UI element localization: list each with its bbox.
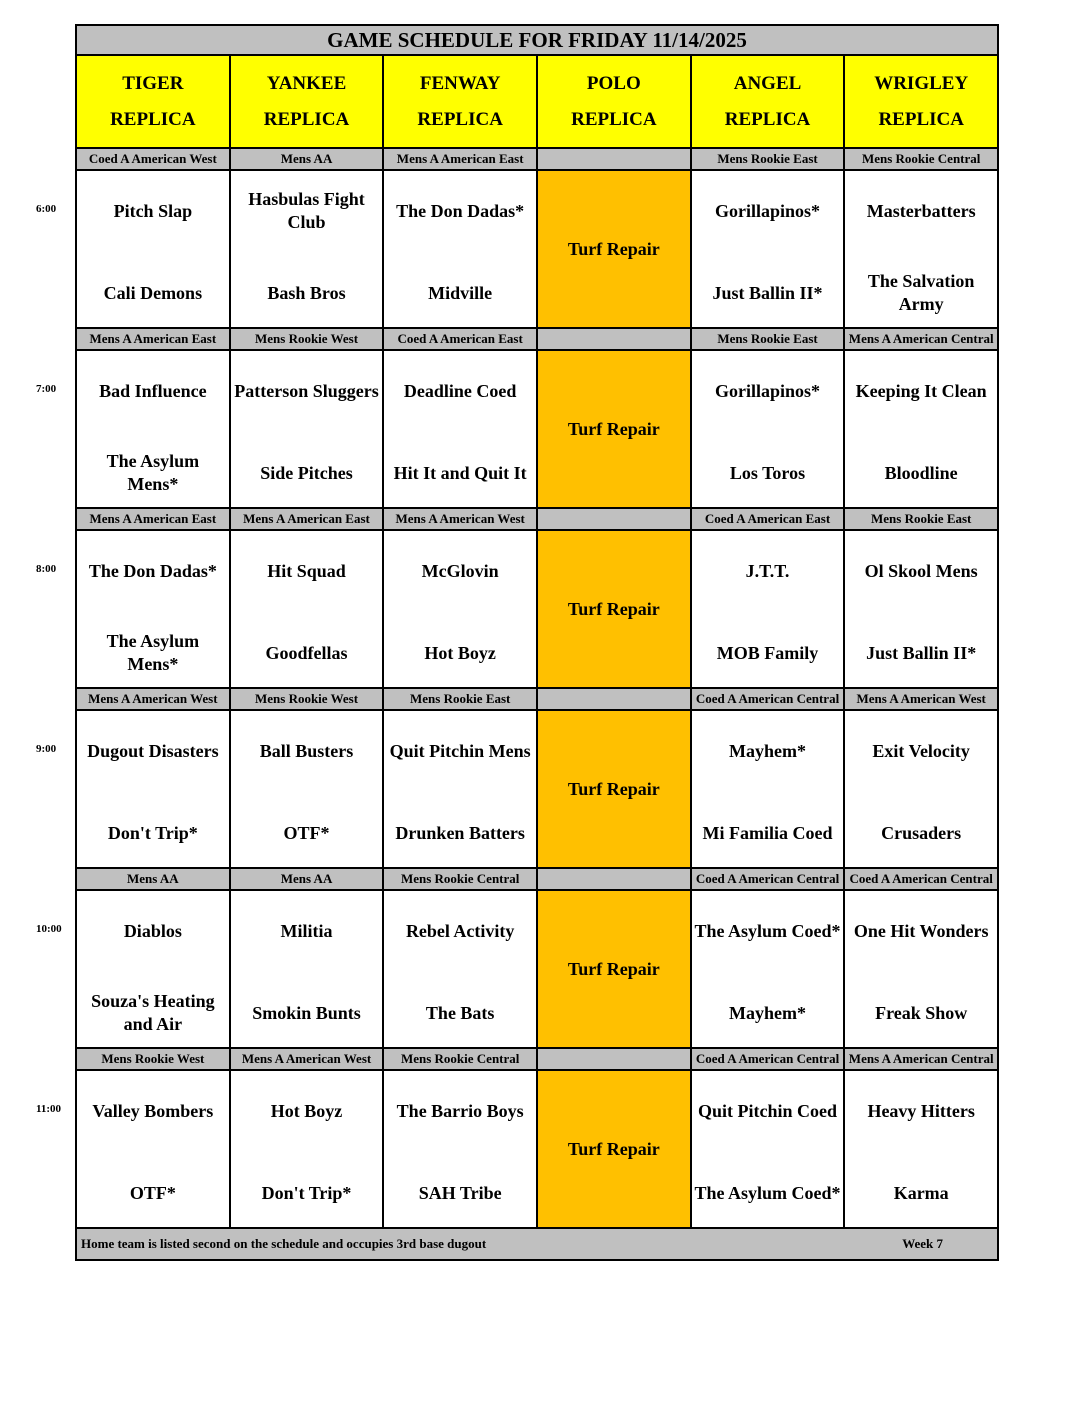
field-header-angel (690, 54, 846, 149)
away-team: Quit Pitchin Coed (698, 1100, 838, 1121)
home-team: Crusaders (881, 822, 962, 843)
field-type: REPLICA (571, 108, 657, 130)
division-label: Mens Rookie East (843, 507, 999, 531)
away-team: Valley Bombers (92, 1100, 214, 1121)
home-team: OTF* (129, 1182, 176, 1203)
turf-repair-cell: Turf Repair (536, 709, 692, 869)
game-cell (75, 529, 231, 689)
home-team: The Salvation Army (867, 271, 975, 314)
division-label (536, 867, 692, 891)
away-team: Deadline Coed (403, 380, 517, 401)
division-label: Mens A American East (382, 147, 538, 171)
game-cell (843, 349, 999, 509)
division-label: Mens Rookie West (75, 1047, 231, 1071)
division-label: Mens A American Central (843, 327, 999, 351)
home-team: Bash Bros (267, 282, 346, 303)
division-label: Mens A American West (75, 687, 231, 711)
away-team: Masterbatters (866, 200, 976, 221)
game-cell (690, 169, 846, 329)
footer-note: Home team is listed second on the schedule and occupies 3rd base dugout (81, 1236, 487, 1251)
home-team: OTF* (283, 822, 330, 843)
field-name: FENWAY (419, 72, 501, 94)
away-team: Hasbulas Fight Club (248, 189, 365, 232)
field-name: WRIGLEY (874, 72, 969, 94)
game-cell (690, 1069, 846, 1229)
time-label: 9:00 (36, 743, 57, 755)
away-team: Heavy Hitters (867, 1100, 975, 1121)
away-team: Pitch Slap (113, 200, 193, 221)
field-header-row (75, 56, 999, 149)
division-label (536, 1047, 692, 1071)
away-team: Hot Boyz (270, 1100, 343, 1121)
away-team: One Hit Wonders (853, 920, 989, 941)
away-team: The Don Dadas* (396, 200, 525, 221)
game-cell (843, 529, 999, 689)
field-type: REPLICA (417, 108, 503, 130)
away-team: Dugout Disasters (87, 740, 219, 761)
time-slots (75, 149, 999, 1229)
home-team: The Asylum Coed* (694, 1182, 841, 1203)
game-cell (382, 169, 538, 329)
away-team: Keeping It Clean (855, 380, 987, 401)
away-team: Militia (280, 920, 333, 941)
home-team: Just Ballin II* (866, 642, 977, 663)
turf-repair-cell: Turf Repair (536, 1069, 692, 1229)
away-team: Ball Busters (259, 740, 354, 761)
division-label (536, 327, 692, 351)
home-team: Mayhem* (729, 1002, 806, 1023)
away-team: The Don Dadas* (88, 560, 217, 581)
turf-repair-cell: Turf Repair (536, 169, 692, 329)
game-cell (843, 1069, 999, 1229)
game-cell (843, 709, 999, 869)
week-label: Week 7 (902, 1236, 943, 1251)
home-team: Don't Trip* (261, 1182, 352, 1203)
home-team: Goodfellas (265, 642, 348, 663)
game-cell (382, 889, 538, 1049)
home-team: Side Pitches (260, 462, 353, 483)
game-row (75, 891, 999, 1049)
home-team: The Bats (425, 1002, 495, 1023)
division-label: Mens Rookie West (229, 327, 385, 351)
division-label: Mens Rookie East (690, 147, 846, 171)
field-type: REPLICA (263, 108, 350, 130)
field-header-yankee (229, 54, 385, 149)
game-cell (382, 529, 538, 689)
division-label: Mens Rookie Central (382, 1047, 538, 1071)
game-cell (75, 889, 231, 1049)
field-name: ANGEL (733, 72, 802, 94)
game-cell (382, 1069, 538, 1229)
field-header-polo (536, 54, 692, 149)
field-header-fenway (382, 54, 538, 149)
game-cell (229, 529, 385, 689)
game-cell (229, 1069, 385, 1229)
field-name: YANKEE (266, 72, 347, 94)
home-team: Just Ballin II* (712, 282, 823, 303)
away-team: The Barrio Boys (396, 1100, 524, 1121)
division-label: Mens Rookie Central (382, 867, 538, 891)
division-row (75, 1049, 999, 1071)
turf-repair-cell: Turf Repair (536, 349, 692, 509)
division-label: Mens Rookie Central (843, 147, 999, 171)
home-team: Karma (893, 1182, 949, 1203)
home-team: Hit It and Quit It (393, 462, 527, 483)
home-team: Drunken Batters (395, 822, 525, 843)
game-cell (382, 709, 538, 869)
field-type: REPLICA (724, 108, 811, 130)
away-team: The Asylum Coed* (694, 920, 841, 941)
division-label: Mens Rookie East (690, 327, 846, 351)
game-cell (690, 529, 846, 689)
away-team: Rebel Activity (405, 920, 515, 941)
game-cell (229, 889, 385, 1049)
game-cell (75, 169, 231, 329)
division-label: Coed A American Central (690, 687, 846, 711)
division-label (536, 147, 692, 171)
field-name: TIGER (122, 72, 184, 94)
home-team: The Asylum Mens* (106, 631, 200, 674)
division-label: Mens A American West (843, 687, 999, 711)
division-label: Coed A American Central (690, 867, 846, 891)
division-row (75, 509, 999, 531)
schedule-sheet (75, 24, 999, 1261)
game-cell (843, 169, 999, 329)
division-label: Coed A American Central (690, 1047, 846, 1071)
away-team: Quit Pitchin Mens (389, 740, 531, 761)
away-team: Bad Influence (99, 380, 207, 401)
division-label: Mens Rookie East (382, 687, 538, 711)
home-team: Midville (428, 282, 493, 303)
home-team: MOB Family (716, 642, 819, 663)
time-label: 7:00 (36, 383, 57, 395)
game-cell (229, 709, 385, 869)
game-cell (843, 889, 999, 1049)
game-cell (382, 349, 538, 509)
away-team: Diablos (123, 920, 182, 941)
home-team: Don't Trip* (107, 822, 198, 843)
home-team: Los Toros (729, 462, 806, 483)
division-label: Mens A American West (382, 507, 538, 531)
division-label: Mens AA (75, 867, 231, 891)
home-team: SAH Tribe (418, 1182, 502, 1203)
division-label: Coed A American East (690, 507, 846, 531)
division-row (75, 869, 999, 891)
schedule-title: GAME SCHEDULE FOR FRIDAY 11/14/2025 (75, 24, 999, 56)
division-label (536, 507, 692, 531)
time-label: 10:00 (36, 923, 62, 935)
field-header-tiger (75, 54, 231, 149)
home-team: Freak Show (875, 1002, 968, 1023)
field-type: REPLICA (878, 108, 964, 130)
away-team: Hit Squad (267, 560, 346, 581)
away-team: Exit Velocity (872, 740, 970, 761)
division-row (75, 689, 999, 711)
home-team: Smokin Bunts (252, 1002, 361, 1023)
game-row (75, 171, 999, 329)
away-team: Ol Skool Mens (864, 560, 978, 581)
division-label: Mens AA (229, 147, 385, 171)
division-row (75, 329, 999, 351)
away-team: McGlovin (421, 560, 499, 581)
game-cell (690, 349, 846, 509)
home-team: Bloodline (884, 462, 958, 483)
home-team: Mi Familia Coed (702, 822, 833, 843)
away-team: Patterson Sluggers (234, 380, 379, 401)
time-label: 11:00 (36, 1103, 62, 1115)
division-label: Mens A American Central (843, 1047, 999, 1071)
away-team: Gorillapinos* (714, 380, 821, 401)
game-cell (75, 349, 231, 509)
division-label: Coed A American East (382, 327, 538, 351)
game-row (75, 711, 999, 869)
game-cell (690, 889, 846, 1049)
footer (75, 1227, 999, 1261)
game-cell (229, 169, 385, 329)
division-label: Mens A American East (229, 507, 385, 531)
game-cell (229, 349, 385, 509)
division-label: Mens A American East (75, 507, 231, 531)
division-label: Mens Rookie West (229, 687, 385, 711)
division-label (536, 687, 692, 711)
game-cell (690, 709, 846, 869)
field-name: POLO (586, 72, 641, 94)
game-row (75, 531, 999, 689)
division-label: Mens AA (229, 867, 385, 891)
home-team: The Asylum Mens* (106, 451, 200, 494)
home-team: Cali Demons (103, 282, 203, 303)
field-header-wrigley (843, 54, 999, 149)
game-row (75, 1071, 999, 1229)
away-team: Mayhem* (729, 740, 806, 761)
game-cell (75, 709, 231, 869)
away-team: J.T.T. (745, 560, 790, 581)
home-team: Souza's Heating and Air (91, 991, 215, 1034)
turf-repair-cell: Turf Repair (536, 529, 692, 689)
division-label: Coed A American West (75, 147, 231, 171)
division-label: Coed A American Central (843, 867, 999, 891)
division-label: Mens A American East (75, 327, 231, 351)
division-row (75, 149, 999, 171)
turf-repair-cell: Turf Repair (536, 889, 692, 1049)
field-type: REPLICA (110, 108, 196, 130)
time-label: 8:00 (36, 563, 57, 575)
game-cell (75, 1069, 231, 1229)
time-label: 6:00 (36, 203, 57, 215)
game-row (75, 351, 999, 509)
division-label: Mens A American West (229, 1047, 385, 1071)
home-team: Hot Boyz (424, 642, 496, 663)
away-team: Gorillapinos* (714, 200, 821, 221)
